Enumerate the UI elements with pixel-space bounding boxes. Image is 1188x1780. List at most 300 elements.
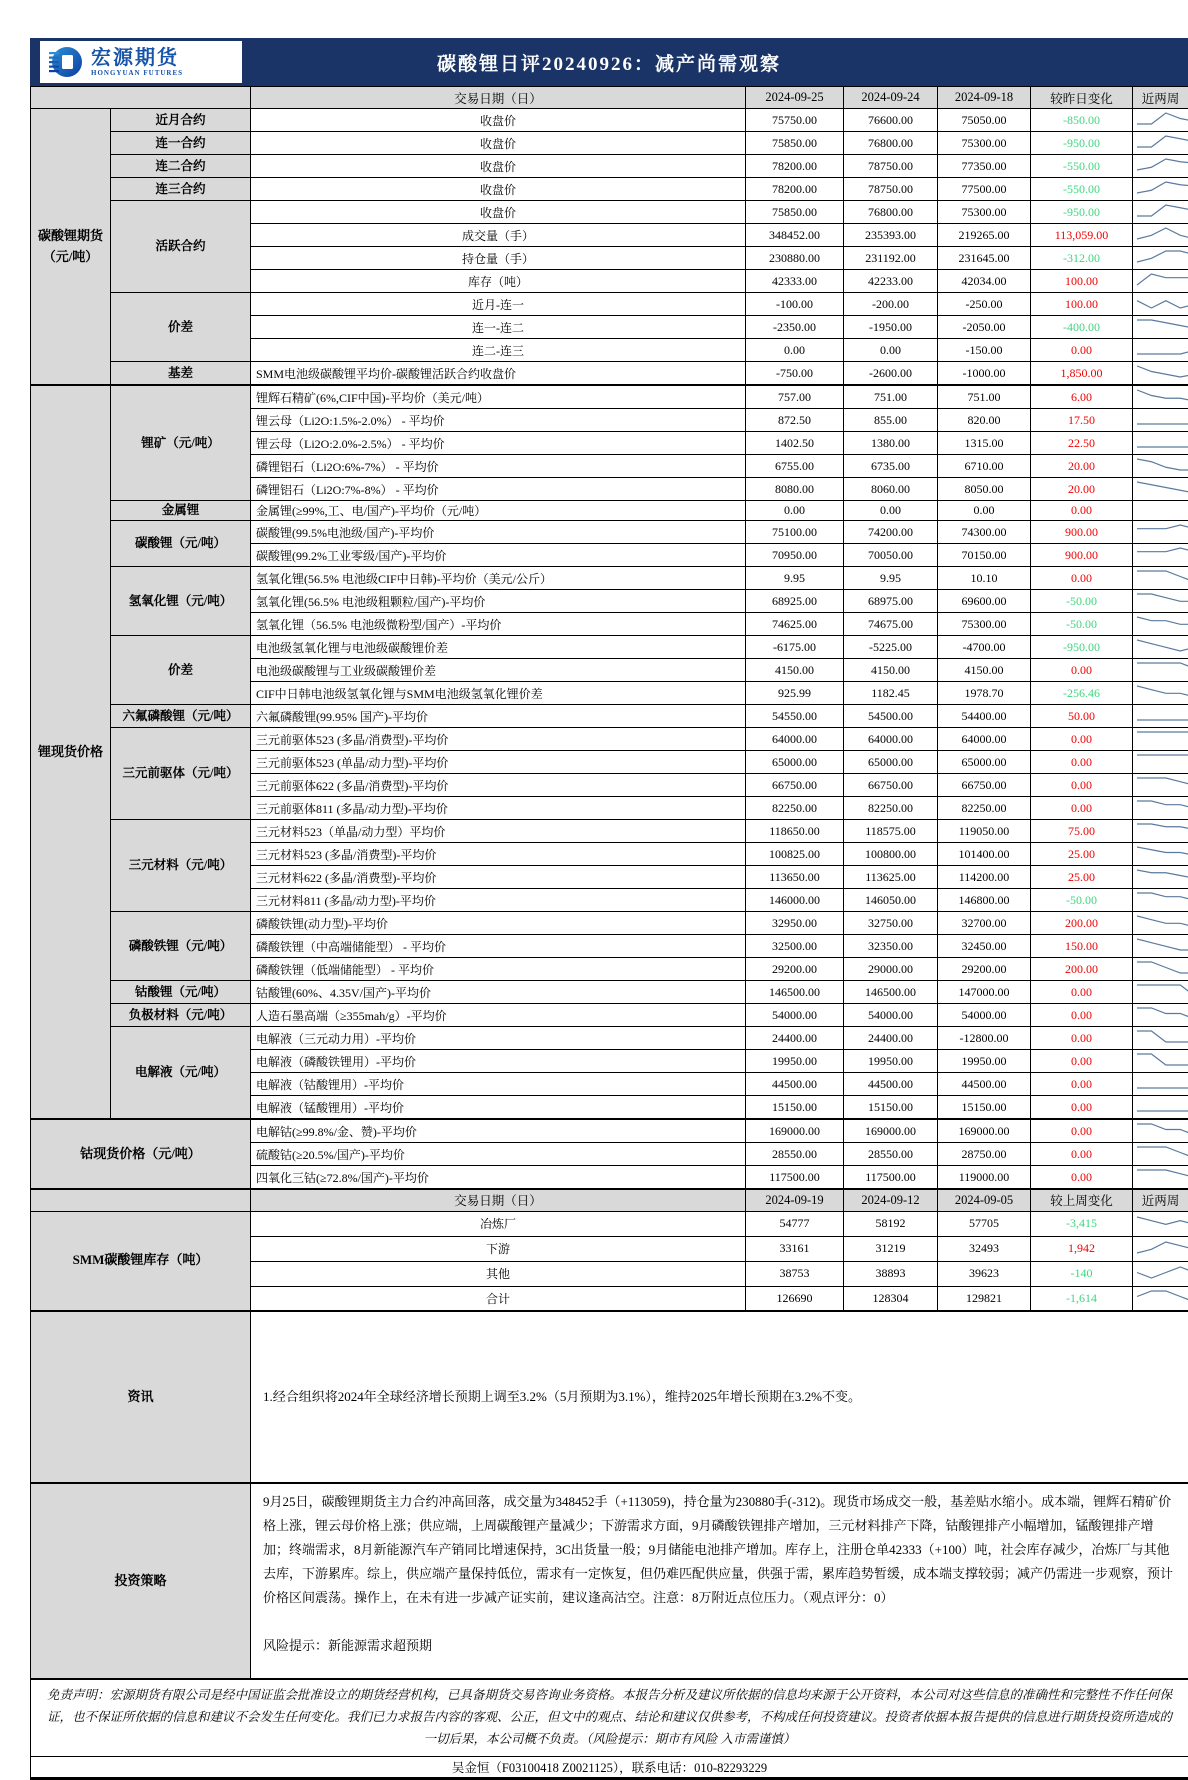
value-cell: 76800.00 bbox=[844, 132, 938, 155]
sparkline-cell bbox=[1133, 455, 1188, 478]
subgroup-label: 近月合约 bbox=[111, 109, 251, 132]
info-label: 资讯 bbox=[31, 1311, 251, 1483]
report-title: 碳酸锂日评20240926：减产尚需观察 bbox=[437, 49, 781, 76]
value-cell: 66750.00 bbox=[746, 774, 844, 797]
subgroup-label: 活跃合约 bbox=[111, 201, 251, 293]
metric-cell: 电池级碳酸锂与工业级碳酸锂价差 bbox=[251, 659, 746, 682]
sparkline-chart bbox=[1135, 637, 1188, 654]
metric-cell: 三元前驱体622 (多晶/消费型)-平均价 bbox=[251, 774, 746, 797]
metric-cell: 三元材料811 (多晶/动力型)-平均价 bbox=[251, 889, 746, 912]
sparkline-chart bbox=[1135, 363, 1188, 380]
value-cell: 925.99 bbox=[746, 682, 844, 705]
metric-cell: 收盘价 bbox=[251, 201, 746, 224]
date-header: 2024-09-24 bbox=[844, 87, 938, 109]
sparkline-chart bbox=[1135, 660, 1188, 677]
table-row bbox=[31, 178, 1188, 201]
strategy-paragraph: 9月25日，碳酸锂期货主力合约冲高回落，成交量为348452手（+113059)，持仓量为230880手(-312)。现货市场成交一般，基差贴水缩小。成本端，锂辉石精矿价格上涨，锂云母价格上涨；供应端，上周碳酸锂产量减少；下游需求方面，9月磷酸铁锂排产增加，三元材料排产下降，钴酸锂排产小幅增加，锰酸锂排产增加；终端需求，8月新能源汽车产销同比增速保持，3C出货量一般；9月储能电池排产增加。库存上，注册仓单42333（+100）吨，社会库存减少，冶炼厂与其他去库，下游累库。综上，供应端产量保持低位，需求有一定恢复，但仍难匹配供应量，供强于需，累库趋势暂缓，成本端支撑较弱；减产仍需进一步观察，预计价格区间震荡。操作上，在未有进一步减产证实前，建议逢高沽空。注意：8万附近点位压力。（观点评分：0） bbox=[263, 1490, 1176, 1610]
change-cell: 1,942 bbox=[1031, 1236, 1133, 1261]
change-cell: 0.00 bbox=[1031, 981, 1133, 1004]
value-cell: -2600.00 bbox=[844, 362, 938, 386]
sparkline-cell bbox=[1133, 1166, 1188, 1190]
change-header: 较昨日变化 bbox=[1031, 87, 1133, 109]
subgroup-label: 价差 bbox=[111, 293, 251, 362]
value-cell: 44500.00 bbox=[746, 1073, 844, 1096]
value-cell: 169000.00 bbox=[844, 1119, 938, 1143]
table-row bbox=[31, 362, 1188, 386]
subgroup-label: 负极材料（元/吨） bbox=[111, 1004, 251, 1027]
sparkline-cell bbox=[1133, 682, 1188, 705]
sparkline-cell bbox=[1133, 613, 1188, 636]
value-cell: 31219 bbox=[844, 1236, 938, 1261]
change-cell: -400.00 bbox=[1031, 316, 1133, 339]
value-cell: 113650.00 bbox=[746, 866, 844, 889]
value-cell: 169000.00 bbox=[938, 1119, 1031, 1143]
value-cell: 74200.00 bbox=[844, 521, 938, 544]
change-cell: 20.00 bbox=[1031, 478, 1133, 501]
sparkline-chart bbox=[1135, 456, 1188, 473]
metric-cell: 持仓量（手） bbox=[251, 247, 746, 270]
logo-text bbox=[91, 48, 183, 77]
value-cell: 146050.00 bbox=[844, 889, 938, 912]
value-cell: 9.95 bbox=[746, 567, 844, 590]
metric-cell: 硫酸钴(≥20.5%/国产)-平均价 bbox=[251, 1143, 746, 1166]
change-cell: -950.00 bbox=[1031, 636, 1133, 659]
change-cell: 100.00 bbox=[1031, 270, 1133, 293]
sparkline-cell bbox=[1133, 544, 1188, 567]
table-row bbox=[31, 820, 1188, 843]
change-header: 较上周变化 bbox=[1031, 1189, 1133, 1211]
subgroup-label: 三元前驱体（元/吨） bbox=[111, 728, 251, 820]
metric-cell: 电解液（锰酸锂用）-平均价 bbox=[251, 1096, 746, 1120]
change-cell: 1,850.00 bbox=[1031, 362, 1133, 386]
subgroup-label: 电解液（元/吨） bbox=[111, 1027, 251, 1120]
strategy-text bbox=[251, 1483, 1188, 1679]
sparkline-cell bbox=[1133, 935, 1188, 958]
sparkline-chart bbox=[1135, 1097, 1188, 1114]
value-cell: 75850.00 bbox=[746, 201, 844, 224]
table-row bbox=[31, 501, 1188, 521]
value-cell: 28550.00 bbox=[844, 1143, 938, 1166]
date-header: 2024-09-05 bbox=[938, 1189, 1031, 1211]
change-cell: -850.00 bbox=[1031, 109, 1133, 132]
value-cell: 8050.00 bbox=[938, 478, 1031, 501]
sparkline-cell bbox=[1133, 293, 1188, 316]
value-cell: 1315.00 bbox=[938, 432, 1031, 455]
metric-cell: 收盘价 bbox=[251, 132, 746, 155]
date-header: 2024-09-12 bbox=[844, 1189, 938, 1211]
change-cell: 0.00 bbox=[1031, 1050, 1133, 1073]
subgroup-label: 六氟磷酸锂（元/吨） bbox=[111, 705, 251, 728]
sparkline-cell bbox=[1133, 1286, 1188, 1311]
value-cell: 75300.00 bbox=[938, 613, 1031, 636]
sparkline-chart bbox=[1135, 959, 1188, 976]
hongyuan-logo-icon bbox=[48, 44, 84, 80]
value-cell: 6735.00 bbox=[844, 455, 938, 478]
value-cell: 54400.00 bbox=[938, 705, 1031, 728]
value-cell: 54777 bbox=[746, 1211, 844, 1236]
sparkline-chart bbox=[1135, 545, 1188, 562]
strategy-label: 投资策略 bbox=[31, 1483, 251, 1679]
change-cell: 0.00 bbox=[1031, 501, 1133, 521]
value-cell: 118575.00 bbox=[844, 820, 938, 843]
footer-row bbox=[31, 1756, 1188, 1778]
value-cell: 54000.00 bbox=[746, 1004, 844, 1027]
value-cell: 114200.00 bbox=[938, 866, 1031, 889]
value-cell: 69600.00 bbox=[938, 590, 1031, 613]
value-cell: 65000.00 bbox=[938, 751, 1031, 774]
value-cell: 15150.00 bbox=[746, 1096, 844, 1120]
value-cell: 15150.00 bbox=[938, 1096, 1031, 1120]
metric-cell: CIF中日韩电池级氢氧化锂与SMM电池级氢氧化锂价差 bbox=[251, 682, 746, 705]
sparkline-cell bbox=[1133, 501, 1188, 521]
value-cell: 8080.00 bbox=[746, 478, 844, 501]
sparkline-cell bbox=[1133, 820, 1188, 843]
value-cell: 68925.00 bbox=[746, 590, 844, 613]
table-row bbox=[31, 1004, 1188, 1027]
sparkline-cell bbox=[1133, 1143, 1188, 1166]
value-cell: 8060.00 bbox=[844, 478, 938, 501]
value-cell: 65000.00 bbox=[844, 751, 938, 774]
trade-date-header: 交易日期（日） bbox=[251, 87, 746, 109]
sparkline-cell bbox=[1133, 912, 1188, 935]
sparkline-cell bbox=[1133, 409, 1188, 432]
metric-cell: 锂辉石精矿(6%,CIF中国)-平均价（美元/吨） bbox=[251, 385, 746, 409]
metric-cell: 冶炼厂 bbox=[251, 1211, 746, 1236]
metric-cell: 电解液（磷酸铁锂用）-平均价 bbox=[251, 1050, 746, 1073]
table-row bbox=[31, 293, 1188, 316]
sparkline-chart bbox=[1135, 752, 1188, 769]
sparkline-chart bbox=[1135, 387, 1188, 404]
value-cell: 29200.00 bbox=[938, 958, 1031, 981]
sparkline-cell bbox=[1133, 889, 1188, 912]
value-cell: 68975.00 bbox=[844, 590, 938, 613]
change-cell: -950.00 bbox=[1031, 132, 1133, 155]
value-cell: 75300.00 bbox=[938, 201, 1031, 224]
analyst-contact: 吴金恒（F03100418 Z0021125），联系电话：010-82293229 bbox=[31, 1756, 1188, 1778]
value-cell: 0.00 bbox=[746, 501, 844, 521]
value-cell: -150.00 bbox=[938, 339, 1031, 362]
change-cell: 0.00 bbox=[1031, 774, 1133, 797]
metric-cell: 库存（吨） bbox=[251, 270, 746, 293]
change-cell: 17.50 bbox=[1031, 409, 1133, 432]
sparkline-cell bbox=[1133, 866, 1188, 889]
sparkline-cell bbox=[1133, 567, 1188, 590]
group-label: 锂现货价格 bbox=[31, 385, 111, 1119]
sparkline-cell bbox=[1133, 247, 1188, 270]
value-cell: 28550.00 bbox=[746, 1143, 844, 1166]
table-row bbox=[31, 155, 1188, 178]
value-cell: 855.00 bbox=[844, 409, 938, 432]
sparkline-cell bbox=[1133, 178, 1188, 201]
change-cell: 0.00 bbox=[1031, 1166, 1133, 1190]
metric-cell: 成交量（手） bbox=[251, 224, 746, 247]
metric-cell: 氢氧化锂(56.5% 电池级CIF中日韩)-平均价（美元/公斤） bbox=[251, 567, 746, 590]
metric-cell: 碳酸锂(99.2%工业零级/国产)-平均价 bbox=[251, 544, 746, 567]
value-cell: -100.00 bbox=[746, 293, 844, 316]
metric-cell: 磷锂铝石（Li2O:6%-7%） - 平均价 bbox=[251, 455, 746, 478]
change-cell: -550.00 bbox=[1031, 178, 1133, 201]
value-cell: -6175.00 bbox=[746, 636, 844, 659]
metric-cell: 三元材料523（单晶/动力型）平均价 bbox=[251, 820, 746, 843]
value-cell: 54500.00 bbox=[844, 705, 938, 728]
sparkline-cell bbox=[1133, 636, 1188, 659]
value-cell: 74300.00 bbox=[938, 521, 1031, 544]
date-header: 2024-09-25 bbox=[746, 87, 844, 109]
disclaimer-row bbox=[31, 1679, 1188, 1756]
metric-cell: 电解钴(≥99.8%/金、赞)-平均价 bbox=[251, 1119, 746, 1143]
subgroup-label: 连二合约 bbox=[111, 155, 251, 178]
sparkline-cell bbox=[1133, 432, 1188, 455]
risk-note: 风险提示：新能源需求超预期 bbox=[263, 1634, 1176, 1658]
sparkline-chart bbox=[1135, 294, 1188, 311]
metric-cell: 其他 bbox=[251, 1261, 746, 1286]
metric-cell: 锂云母（Li2O:2.0%-2.5%） - 平均价 bbox=[251, 432, 746, 455]
value-cell: 42034.00 bbox=[938, 270, 1031, 293]
value-cell: 19950.00 bbox=[938, 1050, 1031, 1073]
table-row bbox=[31, 1119, 1188, 1143]
value-cell: 77500.00 bbox=[938, 178, 1031, 201]
metric-cell: 钴酸锂(60%、4.35V/国产)-平均价 bbox=[251, 981, 746, 1004]
sparkline-cell bbox=[1133, 659, 1188, 682]
change-cell: -1,614 bbox=[1031, 1286, 1133, 1311]
value-cell: 119000.00 bbox=[938, 1166, 1031, 1190]
subgroup-label: 连一合约 bbox=[111, 132, 251, 155]
sparkline-cell bbox=[1133, 797, 1188, 820]
sparkline-chart bbox=[1135, 248, 1188, 265]
value-cell: 100800.00 bbox=[844, 843, 938, 866]
sparkline-chart bbox=[1135, 1239, 1188, 1256]
value-cell: 29000.00 bbox=[844, 958, 938, 981]
value-cell: -5225.00 bbox=[844, 636, 938, 659]
value-cell: 32450.00 bbox=[938, 935, 1031, 958]
metric-cell: 电池级氢氧化锂与电池级碳酸锂价差 bbox=[251, 636, 746, 659]
value-cell: 219265.00 bbox=[938, 224, 1031, 247]
change-cell: 25.00 bbox=[1031, 866, 1133, 889]
value-cell: -2350.00 bbox=[746, 316, 844, 339]
metric-cell: 磷酸铁锂（中高端储能型） - 平均价 bbox=[251, 935, 746, 958]
metric-cell: 近月-连一 bbox=[251, 293, 746, 316]
group-label: 碳酸锂期货（元/吨） bbox=[31, 109, 111, 386]
value-cell: 28750.00 bbox=[938, 1143, 1031, 1166]
value-cell: 82250.00 bbox=[844, 797, 938, 820]
value-cell: 54000.00 bbox=[844, 1004, 938, 1027]
value-cell: 74675.00 bbox=[844, 613, 938, 636]
value-cell: 42333.00 bbox=[746, 270, 844, 293]
value-cell: 100825.00 bbox=[746, 843, 844, 866]
value-cell: 4150.00 bbox=[938, 659, 1031, 682]
value-cell: 75850.00 bbox=[746, 132, 844, 155]
change-cell: 20.00 bbox=[1031, 455, 1133, 478]
disclaimer-text: 免责声明：宏源期货有限公司是经中国证监会批准设立的期货经营机构，已具备期货交易咨询业务资格。本报告分析及建议所依据的信息均来源于公开资料，本公司对这些信息的准确性和完整性不作任何保证，也不保证所依据的信息和建议不会发生任何变化。我们已力求报告内容的客观、公正，但文中的观点、结论和建议仅供参考，不构成任何投资建议。投资者依据本报告提供的信息进行期货投资所造成的一切后果，本公司概不负责。（风险提示：期市有风险 入市需谨慎） bbox=[31, 1679, 1188, 1756]
value-cell: 6755.00 bbox=[746, 455, 844, 478]
value-cell: 32493 bbox=[938, 1236, 1031, 1261]
change-cell: -312.00 bbox=[1031, 247, 1133, 270]
sparkline-cell bbox=[1133, 1073, 1188, 1096]
sparkline-cell bbox=[1133, 774, 1188, 797]
table-row bbox=[31, 109, 1188, 132]
change-cell: 0.00 bbox=[1031, 1027, 1133, 1050]
value-cell: 19950.00 bbox=[746, 1050, 844, 1073]
value-cell: 38753 bbox=[746, 1261, 844, 1286]
value-cell: 119050.00 bbox=[938, 820, 1031, 843]
sparkline-chart bbox=[1135, 890, 1188, 907]
sparkline-chart bbox=[1135, 1214, 1188, 1231]
change-cell: 75.00 bbox=[1031, 820, 1133, 843]
value-cell: 0.00 bbox=[844, 339, 938, 362]
spark-header: 近两周 bbox=[1133, 1189, 1188, 1211]
report-page bbox=[30, 38, 1188, 1780]
metric-cell: 碳酸锂(99.5%电池级/国产)-平均价 bbox=[251, 521, 746, 544]
sparkline-chart bbox=[1135, 844, 1188, 861]
metric-cell: 下游 bbox=[251, 1236, 746, 1261]
value-cell: 751.00 bbox=[844, 385, 938, 409]
value-cell: 32350.00 bbox=[844, 935, 938, 958]
subgroup-label: 碳酸锂（元/吨） bbox=[111, 521, 251, 567]
value-cell: 126690 bbox=[746, 1286, 844, 1311]
value-cell: 38893 bbox=[844, 1261, 938, 1286]
table-row bbox=[31, 385, 1188, 409]
value-cell: 64000.00 bbox=[844, 728, 938, 751]
group-label: 钴现货价格（元/吨） bbox=[31, 1119, 251, 1189]
change-cell: 113,059.00 bbox=[1031, 224, 1133, 247]
subgroup-label: 基差 bbox=[111, 362, 251, 386]
sparkline-chart bbox=[1135, 1005, 1188, 1022]
value-cell: -2050.00 bbox=[938, 316, 1031, 339]
metric-cell: 三元材料622 (多晶/消费型)-平均价 bbox=[251, 866, 746, 889]
strategy-row bbox=[31, 1483, 1188, 1679]
value-cell: 10.10 bbox=[938, 567, 1031, 590]
sparkline-cell bbox=[1133, 981, 1188, 1004]
subgroup-label: 钴酸锂（元/吨） bbox=[111, 981, 251, 1004]
table-row bbox=[31, 912, 1188, 935]
sparkline-chart bbox=[1135, 110, 1188, 127]
sparkline-chart bbox=[1135, 729, 1188, 746]
value-cell: -200.00 bbox=[844, 293, 938, 316]
subgroup-label: 磷酸铁锂（元/吨） bbox=[111, 912, 251, 981]
value-cell: 146500.00 bbox=[844, 981, 938, 1004]
sparkline-chart bbox=[1135, 479, 1188, 496]
value-cell: 751.00 bbox=[938, 385, 1031, 409]
value-cell: 74625.00 bbox=[746, 613, 844, 636]
sparkline-cell bbox=[1133, 478, 1188, 501]
logo-name-cn: 宏源期货 bbox=[91, 48, 183, 69]
value-cell: 75050.00 bbox=[938, 109, 1031, 132]
value-cell: 75300.00 bbox=[938, 132, 1031, 155]
value-cell: 118650.00 bbox=[746, 820, 844, 843]
value-cell: -1950.00 bbox=[844, 316, 938, 339]
change-cell: -50.00 bbox=[1031, 613, 1133, 636]
value-cell: 146800.00 bbox=[938, 889, 1031, 912]
change-cell: 900.00 bbox=[1031, 544, 1133, 567]
table-row bbox=[31, 1211, 1188, 1236]
header-spacer-cell bbox=[31, 1189, 251, 1211]
value-cell: 66750.00 bbox=[844, 774, 938, 797]
value-cell: 75750.00 bbox=[746, 109, 844, 132]
value-cell: 146000.00 bbox=[746, 889, 844, 912]
sparkline-cell bbox=[1133, 958, 1188, 981]
sparkline-cell bbox=[1133, 1004, 1188, 1027]
value-cell: 820.00 bbox=[938, 409, 1031, 432]
value-cell: 4150.00 bbox=[746, 659, 844, 682]
sparkline-chart bbox=[1135, 798, 1188, 815]
change-cell: -3,415 bbox=[1031, 1211, 1133, 1236]
title-bar bbox=[30, 38, 1188, 86]
subgroup-label: 氢氧化锂（元/吨） bbox=[111, 567, 251, 636]
value-cell: 58192 bbox=[844, 1211, 938, 1236]
sparkline-chart bbox=[1135, 522, 1188, 539]
value-cell: 757.00 bbox=[746, 385, 844, 409]
change-cell: 22.50 bbox=[1031, 432, 1133, 455]
sparkline-cell bbox=[1133, 1050, 1188, 1073]
value-cell: 75100.00 bbox=[746, 521, 844, 544]
value-cell: 57705 bbox=[938, 1211, 1031, 1236]
value-cell: 117500.00 bbox=[844, 1166, 938, 1190]
value-cell: 76800.00 bbox=[844, 201, 938, 224]
change-cell: 0.00 bbox=[1031, 1143, 1133, 1166]
company-logo bbox=[40, 41, 242, 83]
value-cell: 70150.00 bbox=[938, 544, 1031, 567]
value-cell: 872.50 bbox=[746, 409, 844, 432]
group-label: SMM碳酸锂库存（吨） bbox=[31, 1211, 251, 1311]
sparkline-chart bbox=[1135, 867, 1188, 884]
sparkline-chart bbox=[1135, 1144, 1188, 1161]
value-cell: 78200.00 bbox=[746, 155, 844, 178]
change-cell: 0.00 bbox=[1031, 1096, 1133, 1120]
sparkline-cell bbox=[1133, 705, 1188, 728]
sparkline-chart bbox=[1135, 1074, 1188, 1091]
value-cell: 82250.00 bbox=[938, 797, 1031, 820]
metric-cell: 电解液（三元动力用）-平均价 bbox=[251, 1027, 746, 1050]
subgroup-label: 三元材料（元/吨） bbox=[111, 820, 251, 912]
change-cell: 100.00 bbox=[1031, 293, 1133, 316]
change-cell: 900.00 bbox=[1031, 521, 1133, 544]
value-cell: 1402.50 bbox=[746, 432, 844, 455]
metric-cell: 人造石墨高端（≥355mah/g）-平均价 bbox=[251, 1004, 746, 1027]
metric-cell: 收盘价 bbox=[251, 178, 746, 201]
value-cell: 231645.00 bbox=[938, 247, 1031, 270]
sparkline-chart bbox=[1135, 225, 1188, 242]
value-cell: 78750.00 bbox=[844, 178, 938, 201]
value-cell: 4150.00 bbox=[844, 659, 938, 682]
change-cell: -950.00 bbox=[1031, 201, 1133, 224]
metric-cell: 收盘价 bbox=[251, 155, 746, 178]
sparkline-cell bbox=[1133, 728, 1188, 751]
table-header-row bbox=[31, 87, 1188, 109]
table-row bbox=[31, 567, 1188, 590]
change-cell: 0.00 bbox=[1031, 751, 1133, 774]
value-cell: 42233.00 bbox=[844, 270, 938, 293]
sparkline-cell bbox=[1133, 270, 1188, 293]
sparkline-chart bbox=[1135, 179, 1188, 196]
sparkline-chart bbox=[1135, 340, 1188, 357]
metric-cell: 锂云母（Li2O:1.5%-2.0%） - 平均价 bbox=[251, 409, 746, 432]
table-row bbox=[31, 981, 1188, 1004]
subgroup-label: 锂矿（元/吨） bbox=[111, 385, 251, 501]
sparkline-chart bbox=[1135, 614, 1188, 631]
sparkline-cell bbox=[1133, 109, 1188, 132]
trade-date-header: 交易日期（日） bbox=[251, 1189, 746, 1211]
subgroup-label: 价差 bbox=[111, 636, 251, 705]
table-row bbox=[31, 521, 1188, 544]
value-cell: 15150.00 bbox=[844, 1096, 938, 1120]
value-cell: -1000.00 bbox=[938, 362, 1031, 386]
table-row bbox=[31, 636, 1188, 659]
value-cell: 64000.00 bbox=[746, 728, 844, 751]
value-cell: 128304 bbox=[844, 1286, 938, 1311]
logo-name-en: HONGYUAN FUTURES bbox=[91, 69, 183, 77]
value-cell: 29200.00 bbox=[746, 958, 844, 981]
change-cell: 6.00 bbox=[1031, 385, 1133, 409]
